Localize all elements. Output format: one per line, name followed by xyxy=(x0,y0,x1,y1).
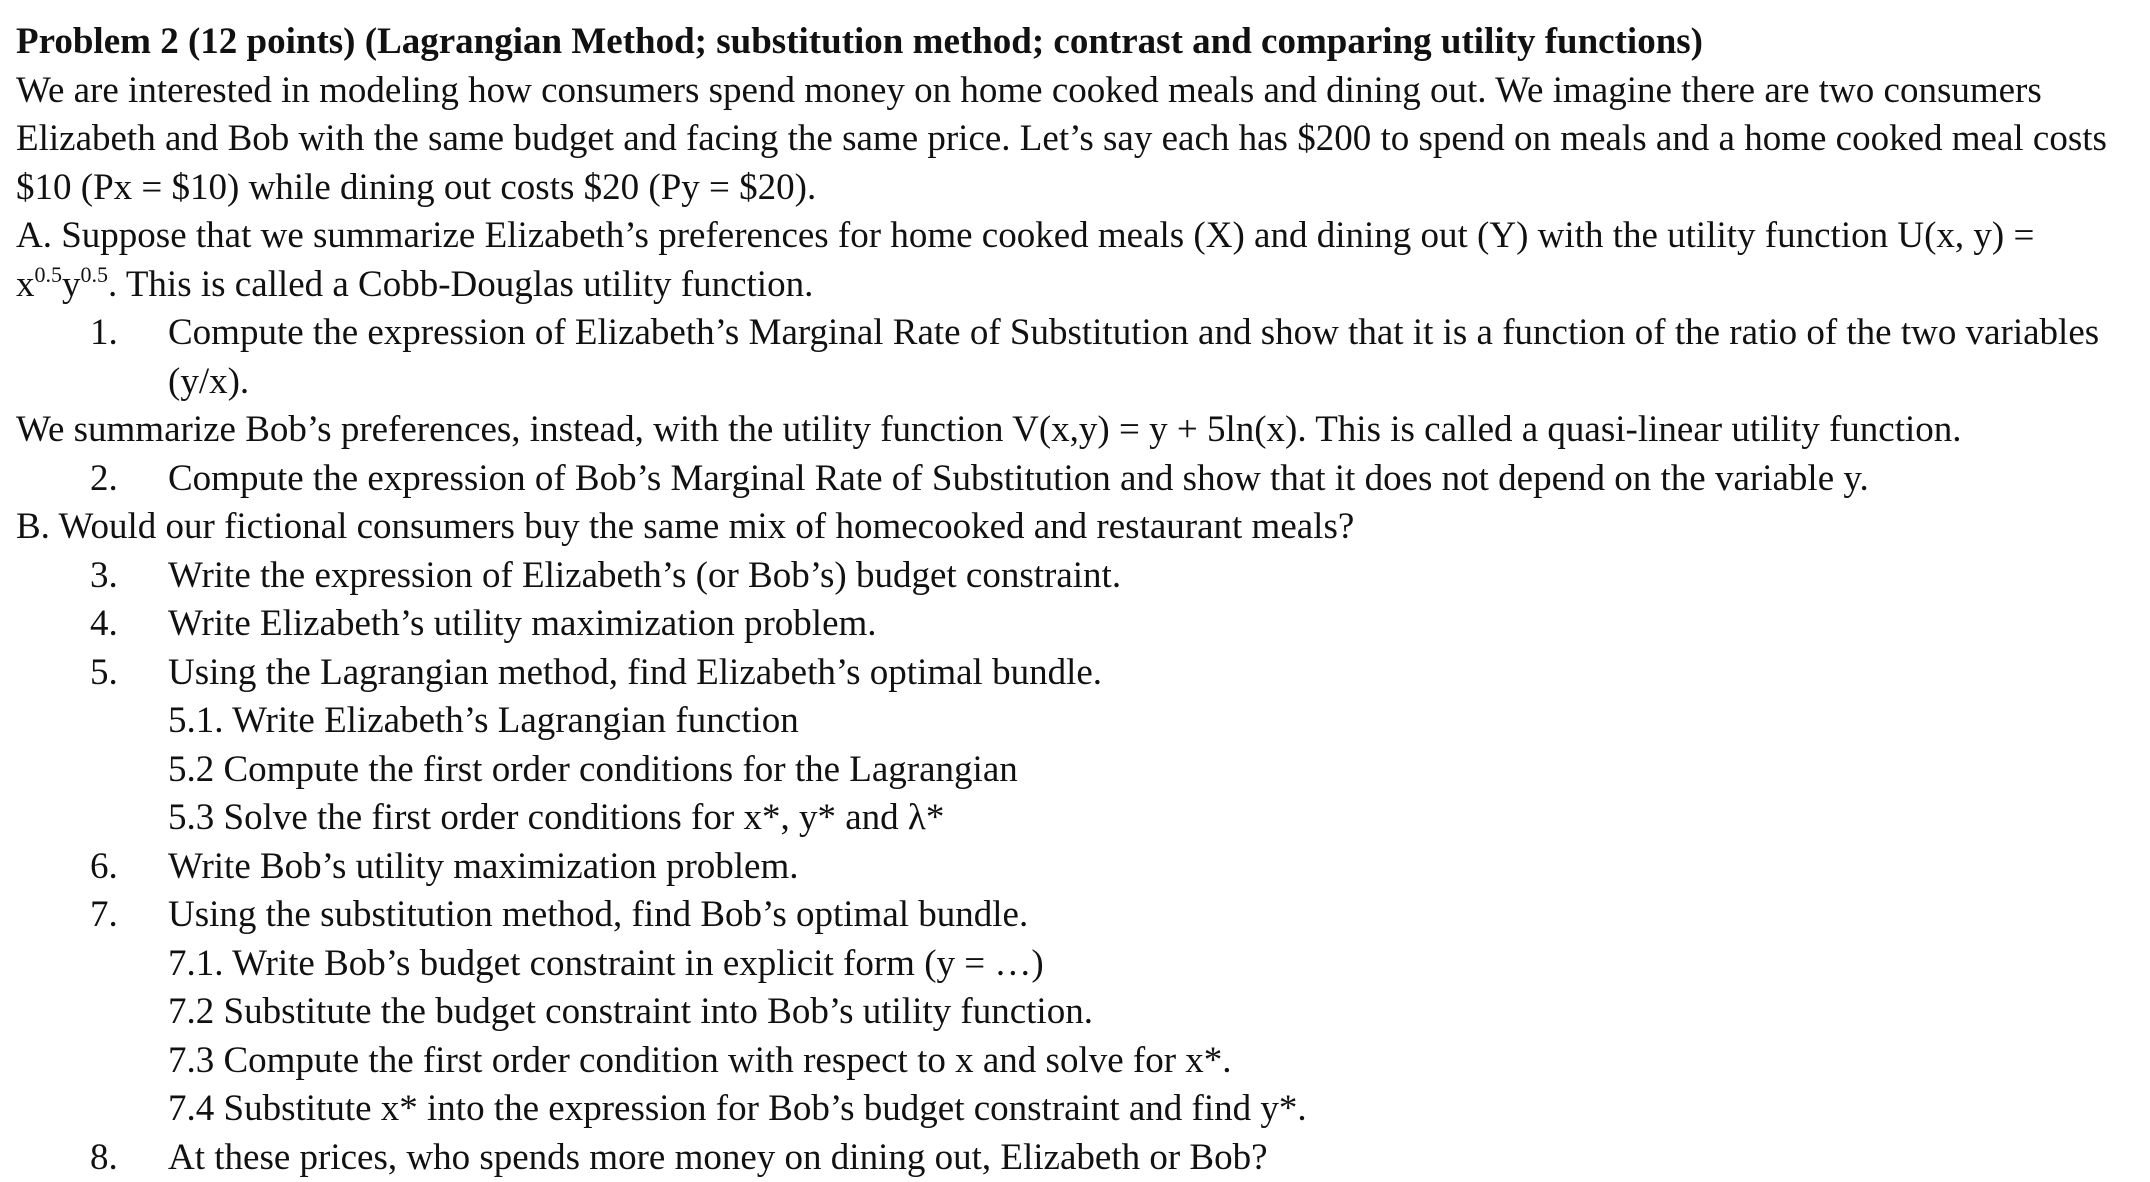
question-number: 7. xyxy=(90,891,118,940)
sub-question: 5.1. Write Elizabeth’s Lagrangian function xyxy=(16,697,2141,746)
problem-document xyxy=(16,18,2141,1182)
question-item xyxy=(16,649,2141,698)
question-text: Write Elizabeth’s utility maximization problem. xyxy=(168,603,877,644)
question-text: Compute the expression of Bob’s Marginal Rate of Substitution and show that it does not depend on the variable y. xyxy=(168,458,1869,499)
sub-question: 7.1. Write Bob’s budget constraint in explicit form (y = …) xyxy=(16,940,2141,989)
question-text: Write the expression of Elizabeth’s (or Bob’s) budget constraint. xyxy=(168,555,1121,596)
sub-question: 7.2 Substitute the budget constraint into Bob’s utility function. xyxy=(16,988,2141,1037)
part-b-paragraph: B. Would our fictional consumers buy the same mix of homecooked and restaurant meals? xyxy=(16,503,2141,552)
question-number: 8. xyxy=(90,1134,118,1182)
sub-question: 5.2 Compute the first order conditions for the Lagrangian xyxy=(16,746,2141,795)
question-number: 2. xyxy=(90,455,118,504)
part-a-paragraph xyxy=(16,212,2141,309)
question-item xyxy=(16,600,2141,649)
intro-paragraph: We are interested in modeling how consumers spend money on home cooked meals and dining out. We imagine there are two consumers Elizabeth and Bob with the same budget and facing the same price. Let’s say each has $200 to spend on meals and a home cooked meal costs $10 (Px = $10) while dining out costs $20 (Py = $20). xyxy=(16,67,2141,213)
question-text: Using the Lagrangian method, find Elizabeth’s optimal bundle. xyxy=(168,652,1102,693)
question-item xyxy=(16,309,2141,406)
question-text: Using the substitution method, find Bob’s optimal bundle. xyxy=(168,894,1028,935)
question-text: Write Bob’s utility maximization problem. xyxy=(168,846,799,887)
question-text: Compute the expression of Elizabeth’s Marginal Rate of Substitution and show that it is a function of the ratio of the two variables (y/x). xyxy=(168,312,2099,402)
part-a-y: y xyxy=(62,264,81,305)
sub-question: 7.3 Compute the first order condition with respect to x and solve for x*. xyxy=(16,1037,2141,1086)
question-text: At these prices, who spends more money on dining out, Elizabeth or Bob? xyxy=(168,1137,1268,1178)
question-number: 1. xyxy=(90,309,118,358)
problem-title: Problem 2 (12 points) (Lagrangian Method; substitution method; contrast and comparing utility functions) xyxy=(16,18,2141,67)
bob-preferences-paragraph: We summarize Bob’s preferences, instead, with the utility function V(x,y) = y + 5ln(x). This is called a quasi-linear utility function. xyxy=(16,406,2141,455)
question-number: 4. xyxy=(90,600,118,649)
exponent-y: 0.5 xyxy=(81,262,109,287)
sub-question: 5.3 Solve the first order conditions for x*, y* and λ* xyxy=(16,794,2141,843)
sub-question: 7.4 Substitute x* into the expression for Bob’s budget constraint and find y*. xyxy=(16,1085,2141,1134)
question-item xyxy=(16,843,2141,892)
exponent-x: 0.5 xyxy=(35,262,63,287)
part-a-tail: . This is called a Cobb-Douglas utility function. xyxy=(108,264,813,305)
part-a-text: A. Suppose that we summarize Elizabeth’s preferences for home cooked meals (X) and dining out (Y) with the utility function U(x, y) = x xyxy=(16,215,2034,305)
question-number: 3. xyxy=(90,552,118,601)
question-number: 5. xyxy=(90,649,118,698)
question-item xyxy=(16,1134,2141,1182)
question-item xyxy=(16,552,2141,601)
question-item xyxy=(16,455,2141,504)
question-number: 6. xyxy=(90,843,118,892)
question-item xyxy=(16,891,2141,940)
